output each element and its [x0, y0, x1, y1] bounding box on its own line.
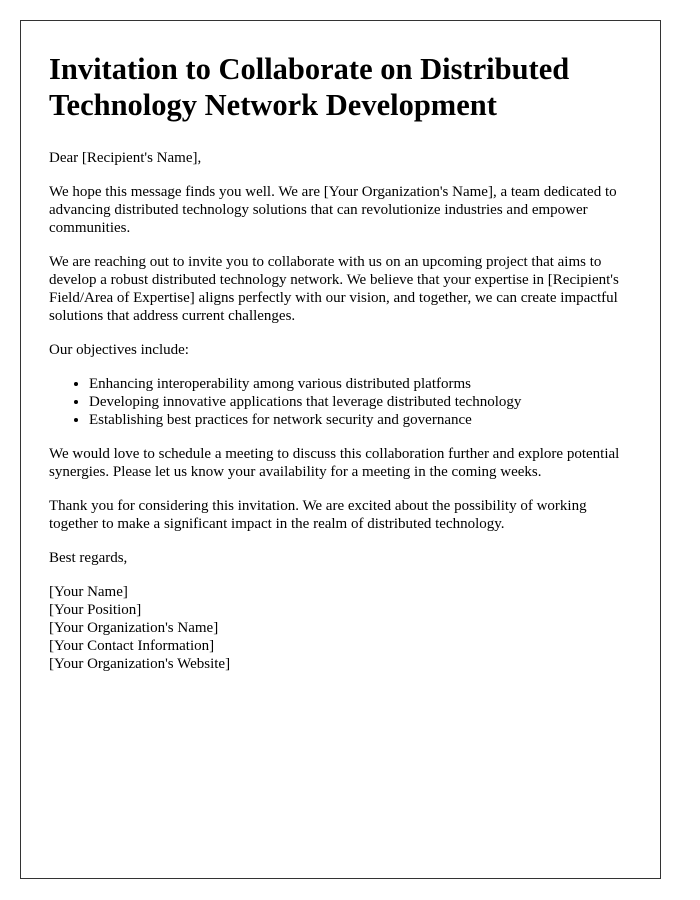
- salutation: Dear [Recipient's Name],: [49, 150, 202, 166]
- objectives-intro: Our objectives include:: [49, 342, 189, 358]
- signature-name: [Your Name]: [49, 584, 128, 600]
- closing: Best regards,: [49, 550, 128, 566]
- meeting-paragraph: We would love to schedule a meeting to discuss this collaboration further and explore potential synergies. Please let us know your availability for a meeting in the coming weeks.: [49, 446, 620, 480]
- signature-block: [49, 583, 639, 673]
- thanks-paragraph: Thank you for considering this invitation. We are excited about the possibility of working together to make a significant impact in the realm of distributed technology.: [49, 498, 587, 532]
- letter-title: Invitation to Collaborate on Distributed Technology Network Development: [49, 52, 570, 122]
- invitation-paragraph: We are reaching out to invite you to collaborate with us on an upcoming project that aims to develop a robust distributed technology network. We believe that your expertise in [Recipient's Field/Area of Expertise] aligns perfectly with our vision, and together, we can create impactful solutions that address current challenges.: [49, 254, 619, 324]
- signature-contact: [Your Contact Information]: [49, 638, 215, 654]
- objectives-list: [49, 375, 639, 429]
- signature-position: [Your Position]: [49, 602, 142, 618]
- letter-content: [49, 51, 639, 689]
- signature-website: [Your Organization's Website]: [49, 656, 231, 672]
- list-item: • Developing innovative applications that leverage distributed technology: [89, 393, 639, 411]
- letter-page: [20, 20, 661, 879]
- list-item: • Establishing best practices for network security and governance: [89, 411, 639, 429]
- signature-organization: [Your Organization's Name]: [49, 620, 219, 636]
- list-item: • Enhancing interoperability among various distributed platforms: [89, 375, 639, 393]
- intro-paragraph: We hope this message finds you well. We are [Your Organization's Name], a team dedicated to advancing distributed technology solutions that can revolutionize industries and empower communities.: [49, 184, 617, 236]
